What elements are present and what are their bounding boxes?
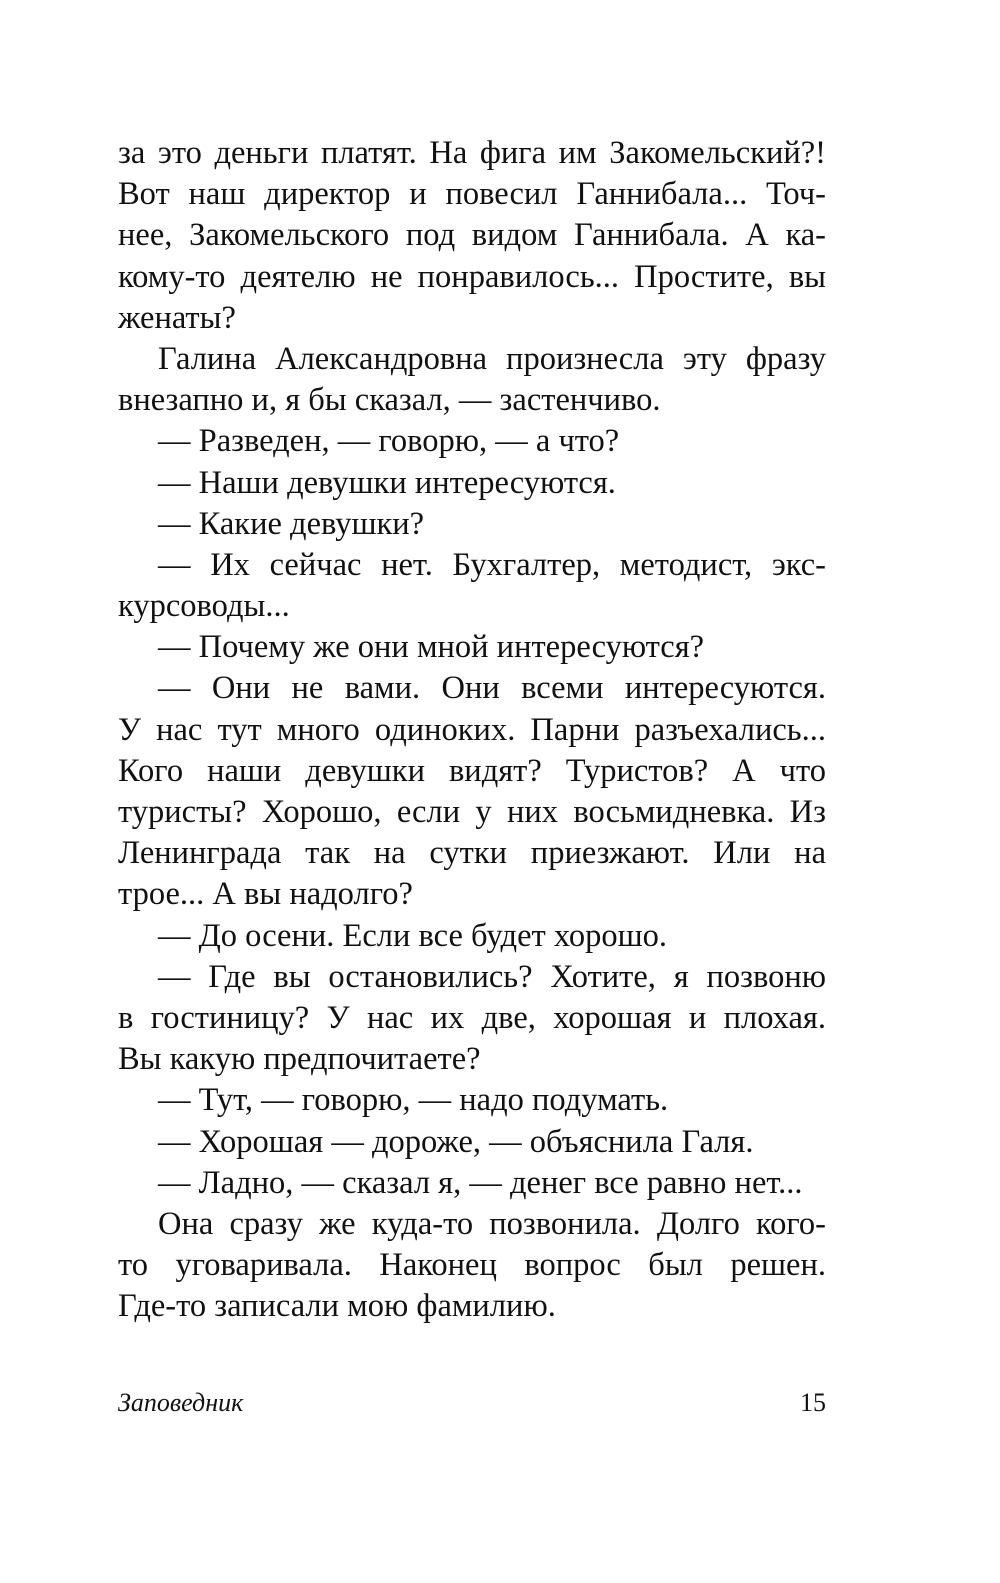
text-line: — Тут, — говорю, — надо подумать.	[158, 1082, 669, 1119]
page-body-text	[118, 133, 826, 1327]
text-line: туристы? Хорошо, если у них восьмидневка. Из	[118, 794, 826, 830]
text-line: за это деньги платят. На фига им Закомельский?!	[118, 135, 826, 171]
running-title: Заповедник	[118, 1388, 244, 1417]
text-line: курсоводы...	[118, 588, 290, 625]
text-line: Она сразу же куда-то позвонила. Долго кого-	[158, 1205, 826, 1242]
text-line: — Наши девушки интересуются.	[158, 464, 616, 501]
text-line: Галина Александровна произнесла эту фразу	[158, 340, 826, 377]
text-line: — Хорошая — дороже, — объяснила Галя.	[158, 1123, 754, 1160]
text-line: кому-то деятелю не понравилось... Простите, вы	[118, 258, 826, 295]
text-line: — Какие девушки?	[158, 505, 425, 542]
text-line: Вы какую предпочитаете?	[118, 1041, 481, 1078]
text-line: то уговаривала. Наконец вопрос был решен.	[118, 1247, 826, 1284]
text-line: женаты?	[118, 299, 236, 336]
page-number: 15	[800, 1388, 826, 1417]
text-line: Кого наши девушки видят? Туристов? А что	[118, 752, 826, 789]
text-line: Где-то записали мою фамилию.	[118, 1288, 556, 1325]
text-line: — Почему же они мной интересуются?	[158, 629, 705, 666]
text-line: — Где вы остановились? Хотите, я позвоню	[158, 958, 826, 995]
text-line: — Ладно, — сказал я, — денег все равно нет...	[158, 1164, 803, 1201]
text-line: — Разведен, — говорю, — а что?	[158, 423, 620, 460]
text-line: Вот наш директор и повесил Ганнибала... Точ-	[118, 176, 826, 213]
text-line: внезапно и, я бы сказал, — застенчиво.	[118, 382, 661, 419]
text-line: — Они не вами. Они всеми интересуются.	[158, 670, 826, 707]
text-line: нее, Закомельского под видом Ганнибала. А ка-	[118, 217, 826, 254]
page-footer	[118, 1388, 826, 1418]
text-line: в гостиницу? У нас их две, хорошая и плохая.	[118, 999, 826, 1036]
text-line: Ленинграда так на сутки приезжают. Или на	[118, 835, 826, 872]
text-line: — До осени. Если все будет хорошо.	[158, 917, 668, 954]
text-line: — Их сейчас нет. Бухгалтер, методист, экс-	[158, 546, 826, 583]
text-line: У нас тут много одиноких. Парни разъехались...	[118, 711, 826, 748]
text-line: трое... А вы надолго?	[118, 876, 413, 913]
